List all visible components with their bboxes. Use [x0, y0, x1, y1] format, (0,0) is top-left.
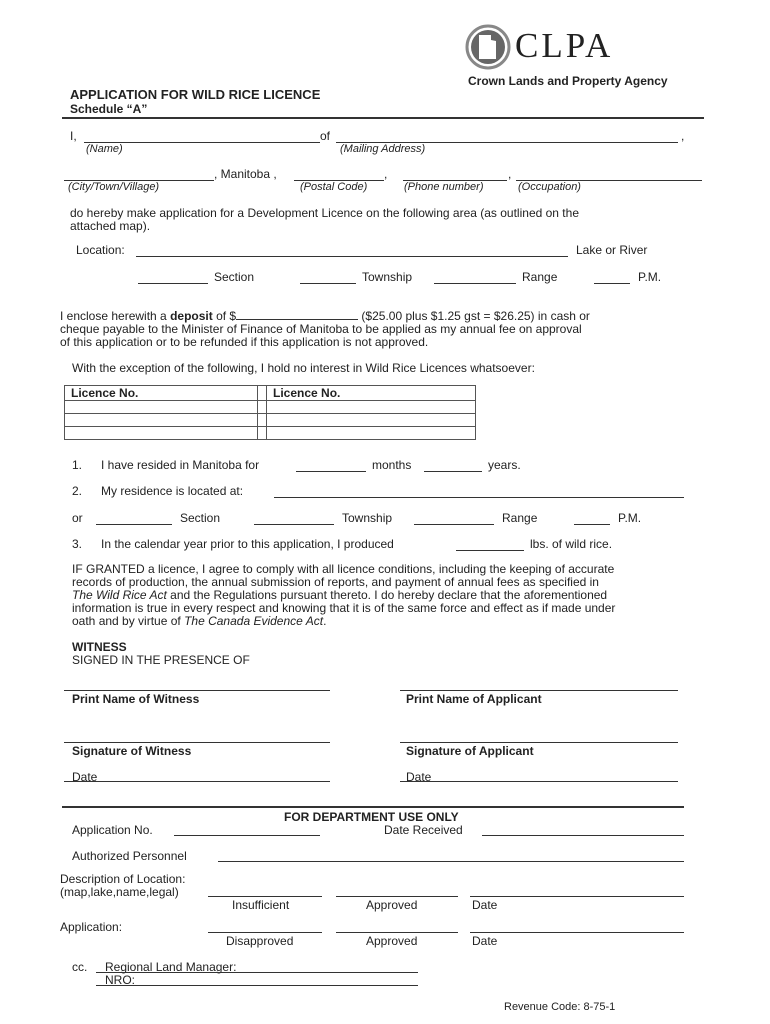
licence-no-header-1: Licence No.	[65, 386, 258, 401]
application-no-field[interactable]	[174, 835, 320, 836]
licence-table	[64, 385, 476, 440]
deposit-prefix: I enclose herewith a	[60, 309, 171, 323]
declaration-line-3	[72, 588, 607, 602]
item-2-text: My residence is located at:	[101, 484, 244, 498]
logo-text: CLPA	[515, 26, 614, 65]
table-cell	[258, 386, 267, 401]
nro-label: NRO:	[105, 973, 135, 987]
signature-applicant-label: Signature of Applicant	[406, 744, 534, 758]
section-label: Section	[214, 270, 255, 284]
regional-manager-label: Regional Land Manager:	[105, 960, 237, 974]
witness-heading: WITNESS	[72, 640, 127, 654]
months-field[interactable]	[296, 471, 366, 472]
comma: ,	[681, 129, 685, 143]
witness-date-label: Date	[72, 770, 98, 784]
header-rule	[62, 117, 704, 119]
residence-range-label: Range	[502, 511, 538, 525]
application-label: Application:	[60, 920, 123, 934]
table-row	[65, 427, 476, 440]
print-applicant-label: Print Name of Applicant	[406, 692, 542, 706]
deposit-suffix: ($25.00 plus $1.25 gst = $26.25) in cash or	[358, 309, 590, 323]
declaration-line-5-end: .	[323, 614, 327, 628]
deposit-amount-field[interactable]	[236, 309, 358, 320]
approved-label-2: Approved	[366, 934, 418, 948]
exception-text: With the exception of the following, I hold no interest in Wild Rice Licences whatsoever:	[72, 361, 535, 375]
declaration-line-4: information is true in every respect and knowing that it is of the same force and effect as if made under	[72, 601, 616, 615]
approved-line-2[interactable]	[336, 932, 458, 933]
location-label: Location:	[76, 243, 125, 257]
deposit-line-2: cheque payable to the Minister of Finance of Manitoba to be applied as my annual fee on approval	[60, 322, 582, 336]
signed-presence: SIGNED IN THE PRESENCE OF	[72, 653, 250, 667]
residence-section-label: Section	[180, 511, 221, 525]
wild-rice-act: The Wild Rice Act	[72, 588, 167, 602]
applicant-date-label: Date	[406, 770, 432, 784]
print-witness-line[interactable]	[64, 690, 330, 691]
lake-river-label: Lake or River	[576, 243, 648, 257]
residence-township-field[interactable]	[254, 524, 334, 525]
months-label: months	[372, 458, 412, 472]
disapproved-label: Disapproved	[226, 934, 294, 948]
print-witness-label: Print Name of Witness	[72, 692, 200, 706]
residence-range-field[interactable]	[414, 524, 494, 525]
years-field[interactable]	[424, 471, 482, 472]
disapproved-line[interactable]	[208, 932, 322, 933]
pm-label: P.M.	[638, 270, 662, 284]
signature-witness-line[interactable]	[64, 742, 330, 743]
postal-caption: (Postal Code)	[300, 181, 368, 193]
years-label: years.	[488, 458, 521, 472]
manitoba-text: , Manitoba ,	[214, 167, 277, 181]
witness-date-line[interactable]	[64, 781, 330, 782]
residence-section-field[interactable]	[96, 524, 172, 525]
declaration-line-2: records of production, the annual submission of reports, and payment of annual fees as specified in	[72, 575, 599, 589]
nro-line[interactable]	[96, 985, 418, 986]
licence-cell[interactable]	[267, 414, 476, 427]
insufficient-label: Insufficient	[232, 898, 290, 912]
date-received-field[interactable]	[482, 835, 684, 836]
production-field[interactable]	[456, 550, 524, 551]
date-line-2[interactable]	[470, 932, 684, 933]
agency-name: Crown Lands and Property Agency	[468, 74, 668, 88]
date-received-label: Date Received	[384, 823, 463, 837]
licence-cell[interactable]	[65, 414, 258, 427]
residence-township-label: Township	[342, 511, 393, 525]
licence-cell[interactable]	[267, 427, 476, 440]
pm-field[interactable]	[594, 283, 630, 284]
signature-witness-label: Signature of Witness	[72, 744, 192, 758]
table-row	[65, 401, 476, 414]
department-rule	[62, 806, 684, 808]
item-1-number: 1.	[72, 458, 83, 472]
township-label: Township	[362, 270, 413, 284]
township-field[interactable]	[300, 283, 356, 284]
item-1-text: I have resided in Manitoba for	[101, 458, 260, 472]
authorized-label: Authorized Personnel	[72, 849, 187, 863]
address-caption: (Mailing Address)	[340, 143, 426, 155]
application-no-label: Application No.	[72, 823, 153, 837]
table-cell	[258, 427, 267, 440]
table-cell	[258, 414, 267, 427]
table-row	[65, 386, 476, 401]
form-title: APPLICATION FOR WILD RICE LICENCE	[70, 87, 321, 102]
description-label-1: Description of Location:	[60, 872, 186, 886]
section-field[interactable]	[138, 283, 208, 284]
application-line-1: do hereby make application for a Development Licence on the following area (as outlined on the	[70, 206, 579, 220]
declaration-line-3-rest: and the Regulations pursuant thereto. I do hereby declare that the aforementioned	[166, 588, 608, 602]
schedule-label: Schedule “A”	[70, 102, 148, 116]
comma-3: ,	[508, 167, 512, 181]
department-heading: FOR DEPARTMENT USE ONLY	[284, 810, 459, 824]
description-label-2: (map,lake,name,legal)	[60, 885, 179, 899]
residence-field[interactable]	[274, 497, 684, 498]
of-label: of	[320, 129, 331, 143]
residence-pm-label: P.M.	[618, 511, 642, 525]
approved-line-1[interactable]	[336, 896, 458, 897]
print-applicant-line[interactable]	[400, 690, 678, 691]
occupation-caption: (Occupation)	[518, 181, 581, 193]
deposit-mid: of $	[212, 309, 237, 323]
item-2-number: 2.	[72, 484, 83, 498]
phone-caption: (Phone number)	[404, 181, 484, 193]
revenue-code: Revenue Code: 8-75-1	[504, 1001, 616, 1013]
applicant-date-line[interactable]	[400, 781, 678, 782]
date-label-1: Date	[472, 898, 498, 912]
range-label: Range	[522, 270, 558, 284]
table-cell	[258, 401, 267, 414]
date-label-2: Date	[472, 934, 498, 948]
canada-evidence-act: The Canada Evidence Act	[184, 614, 324, 628]
lbs-label: lbs. of wild rice.	[530, 537, 613, 551]
declaration-line-5-pre: oath and by virtue of	[72, 614, 185, 628]
date-line-1[interactable]	[470, 896, 684, 897]
application-line-2: attached map).	[70, 219, 151, 233]
licence-cell[interactable]	[65, 427, 258, 440]
name-caption: (Name)	[86, 143, 123, 155]
comma-2: ,	[384, 167, 388, 181]
i-label: I,	[70, 129, 77, 143]
signature-applicant-line[interactable]	[400, 742, 678, 743]
table-row	[65, 414, 476, 427]
location-field[interactable]	[136, 256, 568, 257]
cc-label: cc.	[72, 960, 88, 974]
deposit-bold: deposit	[170, 309, 213, 323]
range-field[interactable]	[434, 283, 516, 284]
residence-pm-field[interactable]	[574, 524, 610, 525]
licence-cell[interactable]	[267, 401, 476, 414]
authorized-field[interactable]	[218, 861, 684, 862]
licence-cell[interactable]	[65, 401, 258, 414]
licence-no-header-2: Licence No.	[267, 386, 476, 401]
item-3-text: In the calendar year prior to this application, I produced	[101, 537, 394, 551]
approved-label-1: Approved	[366, 898, 418, 912]
city-caption: (City/Town/Village)	[68, 181, 160, 193]
declaration-line-5	[72, 614, 326, 628]
or-label: or	[72, 511, 83, 525]
deposit-line-3: of this application or to be refunded if this application is not approved.	[60, 335, 429, 349]
deposit-line-1	[60, 309, 590, 323]
insufficient-line[interactable]	[208, 896, 322, 897]
regional-manager-line[interactable]	[96, 972, 418, 973]
declaration-line-1: IF GRANTED a licence, I agree to comply with all licence conditions, including the keeping of accurate	[72, 562, 615, 576]
item-3-number: 3.	[72, 537, 83, 551]
manitoba-globe-icon	[465, 24, 511, 70]
